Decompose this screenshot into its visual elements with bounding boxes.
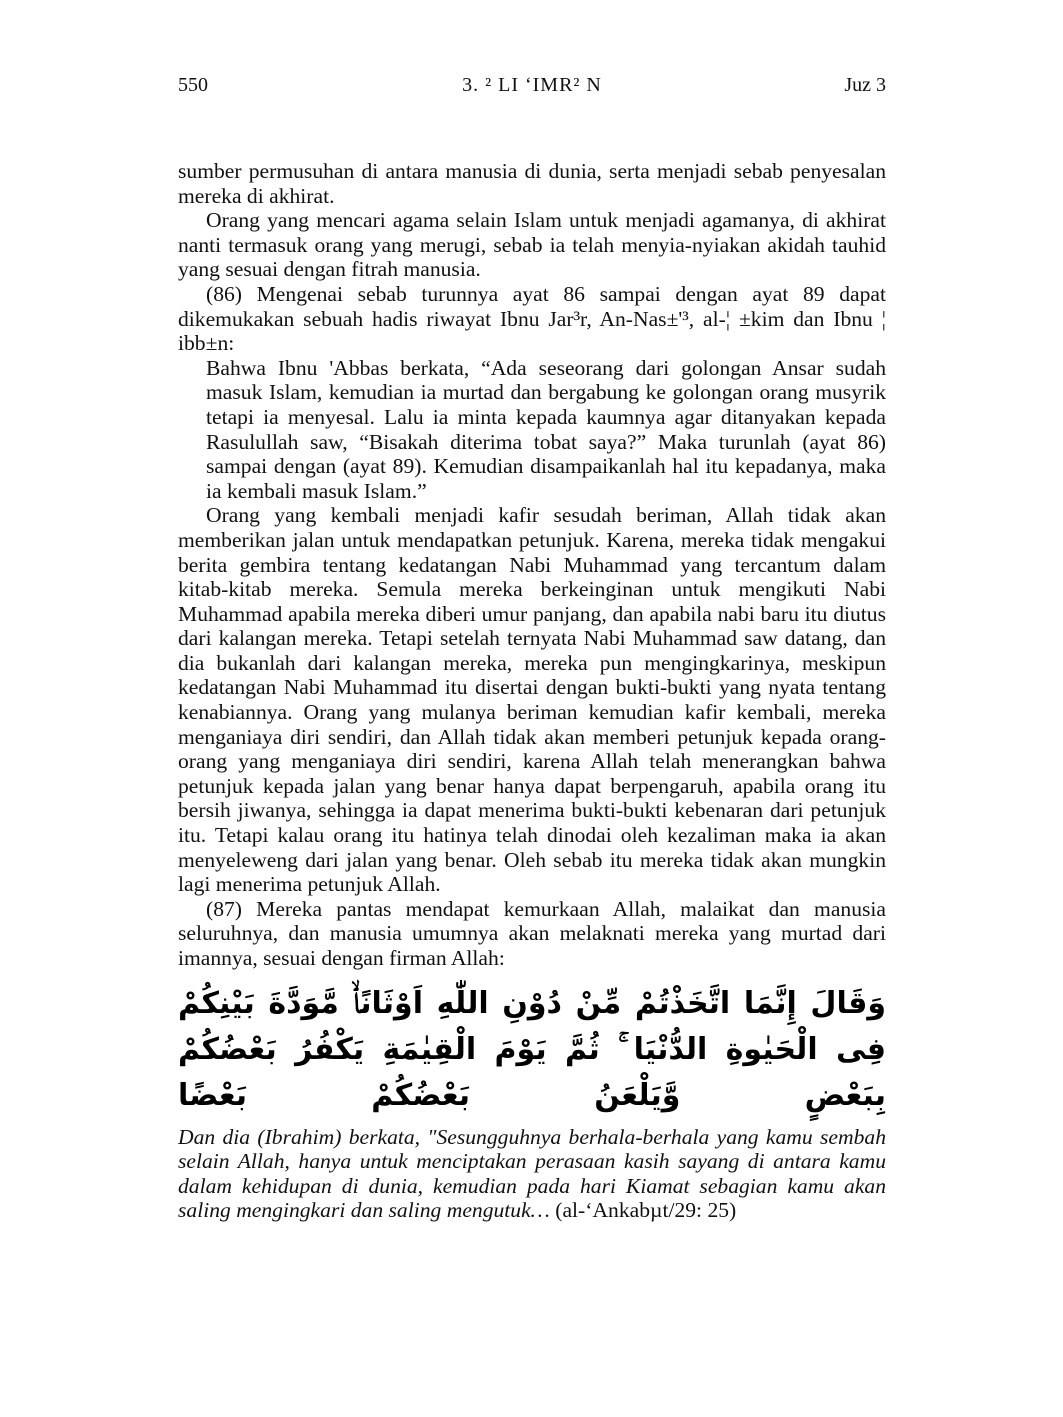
page-header [178, 72, 886, 98]
paragraph: Orang yang mencari agama selain Islam untuk menjadi agamanya, di akhirat nanti termasuk orang yang merugi, sebab ia telah menyia-nyiakan akidah tauhid yang sesuai dengan fitrah manusia. [178, 208, 886, 282]
hadith-quote: Bahwa Ibnu 'Abbas berkata, “Ada seseorang dari golongan Ansar sudah masuk Islam, kemudian ia murtad dan bergabung ke golongan orang musyrik tetapi ia menyesal. Lalu ia minta kepada kaumnya agar ditanyakan kepada Rasulullah saw, “Bisakah diterima tobat saya?” Maka turunlah (ayat 86) sampai dengan (ayat 89). Kemudian disampaikanlah hal itu kepadanya, maka ia kembali masuk Islam.” [206, 355, 886, 503]
juz-label: Juz 3 [844, 74, 886, 96]
body-text [178, 159, 886, 1223]
paragraph: Orang yang kembali menjadi kafir sesudah beriman, Allah tidak akan memberikan jalan untuk mendapatkan petunjuk. Karena, mereka tidak mengakui berita gembira tentang kedatangan Nabi Muhammad yang tercantum dalam kitab-kitab mereka. Semula mereka berkeinginan untuk mengikuti Nabi Muhammad apabila mereka diberi umur panjang, dan apabila nabi baru itu diutus dari kalangan mereka. Tetapi setelah ternyata Nabi Muhammad saw datang, dan dia bukanlah dari kalangan mereka, mereka pun mengingkarinya, meskipun kedatangan Nabi Muhammad itu disertai dengan bukti-bukti yang nyata tentang kenabiannya. Orang yang mulanya beriman kemudian kafir kembali, mereka menganiaya diri sendiri, dan Allah tidak akan memberi petunjuk kepada orang-orang yang menganiaya diri sendiri, karena Allah telah menerangkan bahwa petunjuk kepada jalan yang benar hanya dapat berpengaruh, apabila orang itu bersih jiwanya, sehingga ia dapat menerima bukti-bukti kebenaran dari petunjuk itu. Tetapi kalau orang itu hatinya telah dinodai oleh kezaliman maka ia akan menyeleweng dari jalan yang benar. Oleh sebab itu mereka tidak akan mungkin lagi menerima petunjuk Allah. [178, 503, 886, 897]
chapter-title: 3. ² LI ‘IMR² N [462, 74, 602, 96]
page-number: 550 [178, 74, 208, 96]
paragraph-continuation: sumber permusuhan di antara manusia di dunia, serta menjadi sebab penyesalan mereka di akhirat. [178, 159, 886, 208]
verse-translation [178, 1125, 886, 1223]
paragraph-asbab-nuzul: (86) Mengenai sebab turunnya ayat 86 sampai dengan ayat 89 dapat dikemukakan sebuah hadis riwayat Ibnu Jar³r, An-Nas±'³, al-¦ ±kim dan Ibnu ¦ ibb±n: [178, 281, 886, 356]
verse-reference: (al-‘Ankabµt/29: 25) [555, 1198, 737, 1223]
translation-text: Dan dia (Ibrahim) berkata, "Sesungguhnya berhala-berhala yang kamu sembah selain Allah, hanya untuk menciptakan perasaan kasih sayang di antara kamu dalam kehidupan di dunia, kemudian pada hari Kiamat sebagian kamu akan saling mengingkari dan saling mengutuk… [178, 1124, 886, 1223]
paragraph: (87) Mereka pantas mendapat kemurkaan Allah, malaikat dan manusia seluruhnya, dan manusia umumnya akan melaknati mereka yang murtad dari imannya, sesuai dengan firman Allah: [178, 896, 886, 970]
arabic-verse: وَقَالَ إِنَّمَا اتَّخَذْتُمْ مِّنْ دُوْنِ اللّٰهِ اَوْثَانًاۙ مَّوَدَّةَ بَيْنِكُمْ فِى الْحَيٰوةِ الدُّنْيَا ۚ ثُمَّ يَوْمَ الْقِيٰمَةِ يَكْفُرُ بَعْضُكُمْ بِبَعْضٍ وَّيَلْعَنُ بَعْضُكُمْ بَعْضًا [178, 985, 886, 1113]
